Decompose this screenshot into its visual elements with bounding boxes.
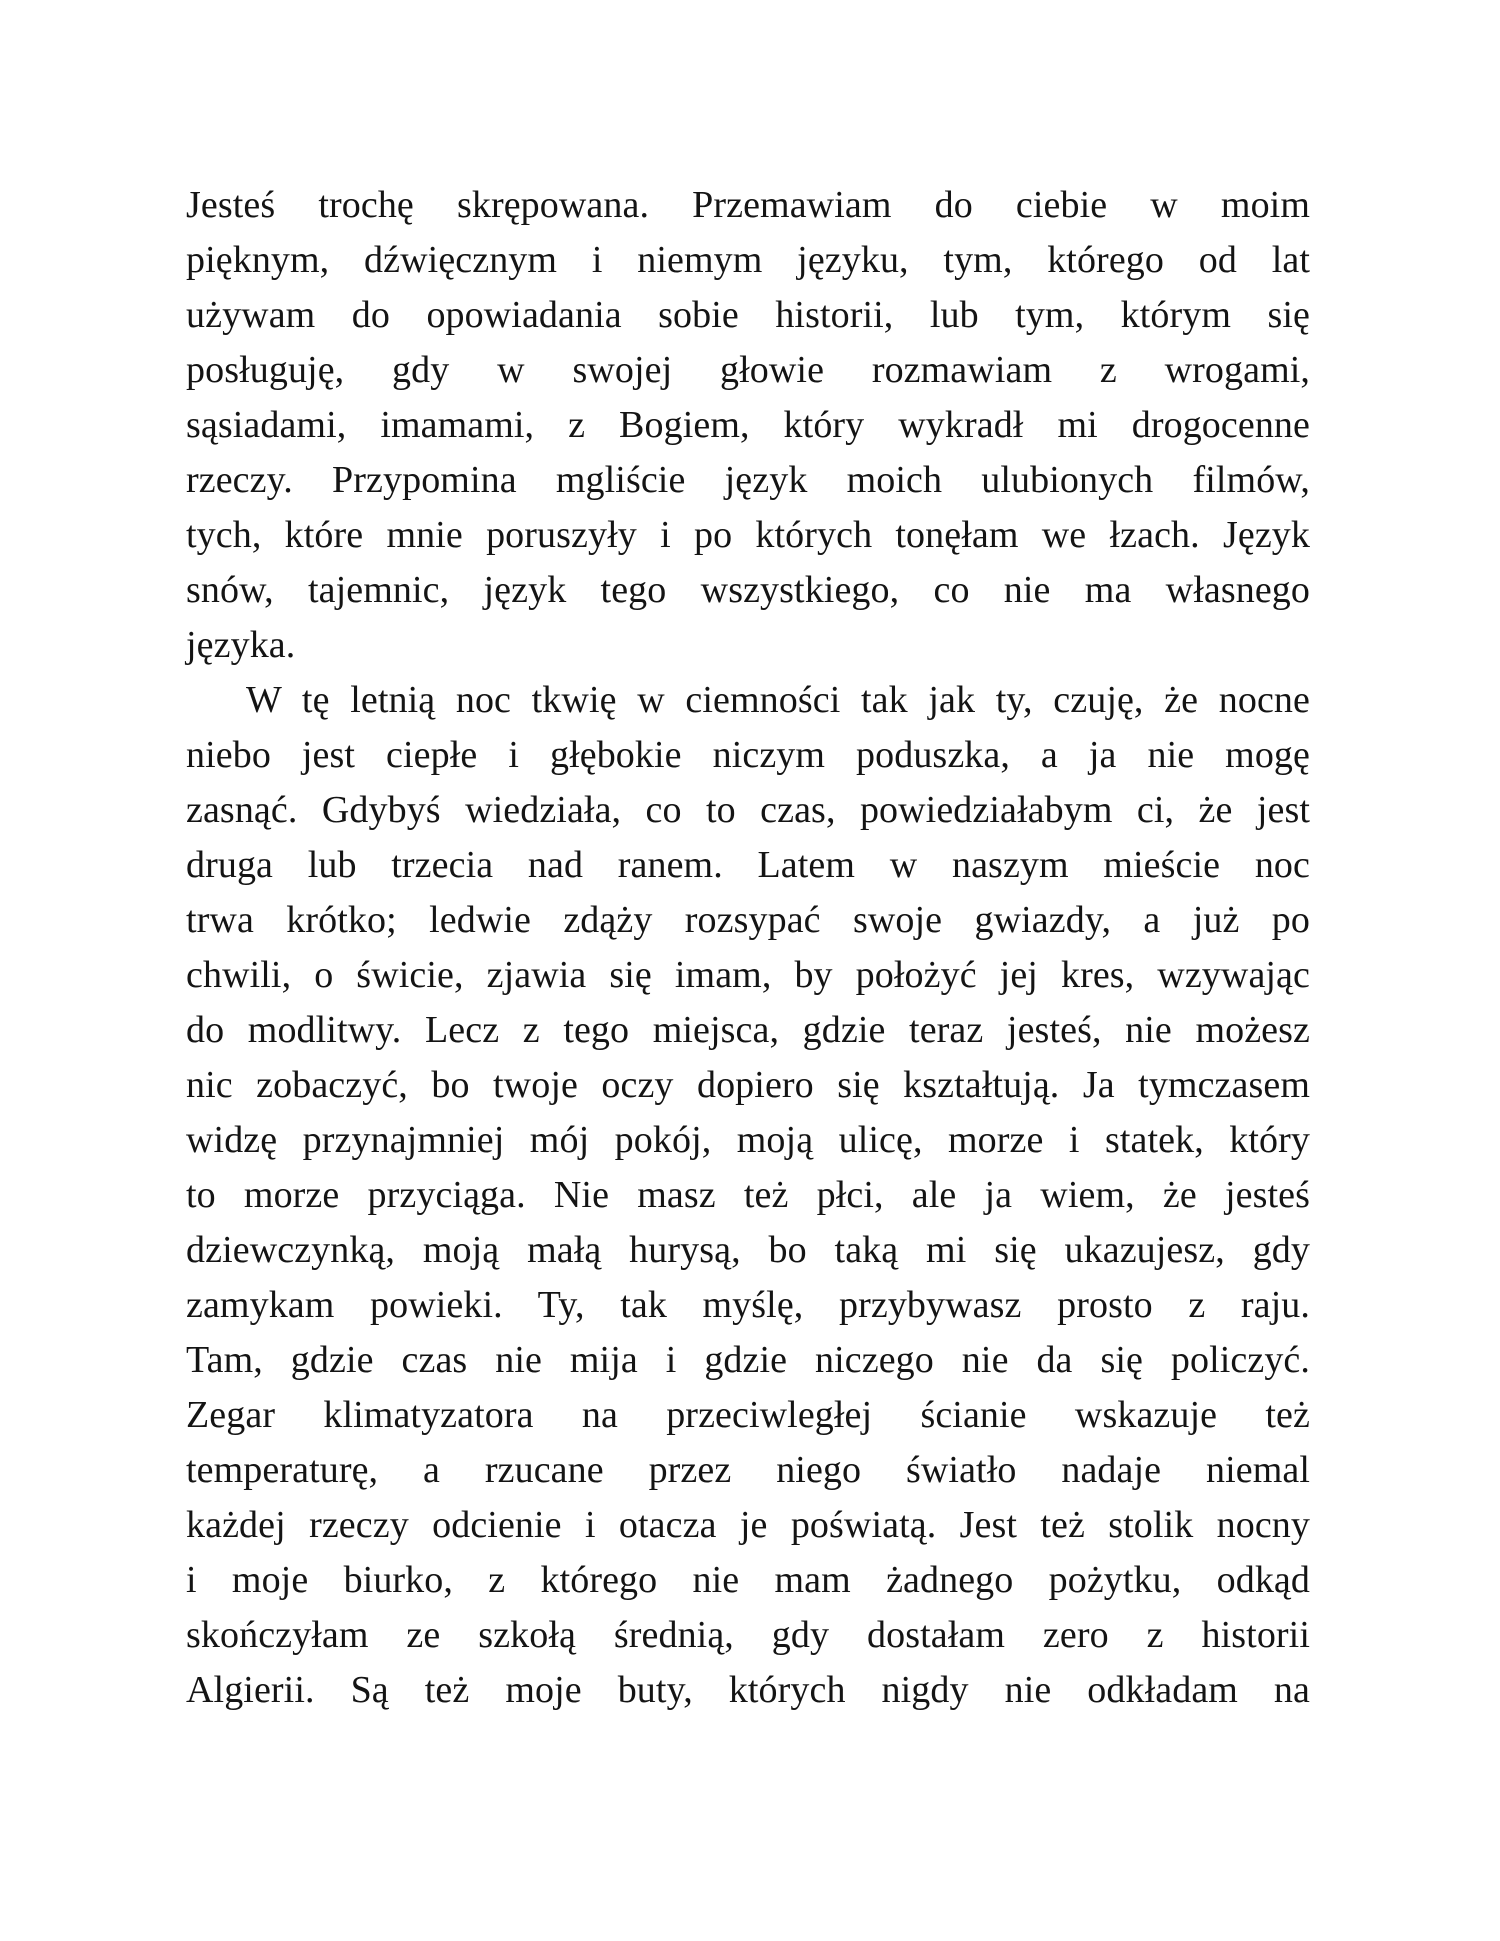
text-line: snów, tajemnic, język tego wszystkiego, co nie ma własnego bbox=[186, 569, 1310, 611]
text-line: Zegar klimatyzatora na przeciwległej ścianie wskazuje też bbox=[186, 1394, 1310, 1436]
text-line: to morze przyciąga. Nie masz też płci, ale ja wiem, że jesteś bbox=[186, 1174, 1310, 1216]
paragraph-2 bbox=[186, 673, 1310, 1718]
text-line: używam do opowiadania sobie historii, lub tym, którym się bbox=[186, 294, 1310, 336]
text-line: pięknym, dźwięcznym i niemym języku, tym, którego od lat bbox=[186, 239, 1310, 281]
text-line: języka. bbox=[186, 624, 296, 666]
text-line: zasnąć. Gdybyś wiedziała, co to czas, powiedziałabym ci, że jest bbox=[186, 789, 1310, 831]
text-line: skończyłam ze szkołą średnią, gdy dostałam zero z historii bbox=[186, 1614, 1310, 1656]
text-line: Algierii. Są też moje buty, których nigdy nie odkładam na bbox=[186, 1669, 1310, 1711]
text-line: dziewczynką, moją małą hurysą, bo taką mi się ukazujesz, gdy bbox=[186, 1229, 1310, 1271]
text-line: sąsiadami, imamami, z Bogiem, który wykradł mi drogocenne bbox=[186, 404, 1310, 446]
text-line: tych, które mnie poruszyły i po których tonęłam we łzach. Język bbox=[186, 514, 1310, 556]
text-line: do modlitwy. Lecz z tego miejsca, gdzie teraz jesteś, nie możesz bbox=[186, 1009, 1310, 1051]
text-line: druga lub trzecia nad ranem. Latem w naszym mieście noc bbox=[186, 844, 1310, 886]
page-text-block bbox=[186, 178, 1310, 1718]
text-line: każdej rzeczy odcienie i otacza je poświatą. Jest też stolik nocny bbox=[186, 1504, 1310, 1546]
text-line: chwili, o świcie, zjawia się imam, by położyć jej kres, wzywając bbox=[186, 954, 1310, 996]
text-line: Tam, gdzie czas nie mija i gdzie niczego nie da się policzyć. bbox=[186, 1339, 1310, 1381]
text-line: widzę przynajmniej mój pokój, moją ulicę, morze i statek, który bbox=[186, 1119, 1310, 1161]
text-line: W tę letnią noc tkwię w ciemności tak jak ty, czuję, że nocne bbox=[246, 679, 1310, 721]
text-line: rzeczy. Przypomina mgliście język moich ulubionych filmów, bbox=[186, 459, 1310, 501]
text-line: Jesteś trochę skrępowana. Przemawiam do ciebie w moim bbox=[186, 184, 1310, 226]
text-line: nic zobaczyć, bo twoje oczy dopiero się kształtują. Ja tymczasem bbox=[186, 1064, 1310, 1106]
text-line: trwa krótko; ledwie zdąży rozsypać swoje gwiazdy, a już po bbox=[186, 899, 1310, 941]
text-line: i moje biurko, z którego nie mam żadnego pożytku, odkąd bbox=[186, 1559, 1310, 1601]
text-line: posługuję, gdy w swojej głowie rozmawiam z wrogami, bbox=[186, 349, 1310, 391]
text-line: niebo jest ciepłe i głębokie niczym poduszka, a ja nie mogę bbox=[186, 734, 1310, 776]
paragraph-1 bbox=[186, 178, 1310, 673]
text-line: zamykam powieki. Ty, tak myślę, przybywasz prosto z raju. bbox=[186, 1284, 1310, 1326]
text-line: temperaturę, a rzucane przez niego światło nadaje niemal bbox=[186, 1449, 1310, 1491]
